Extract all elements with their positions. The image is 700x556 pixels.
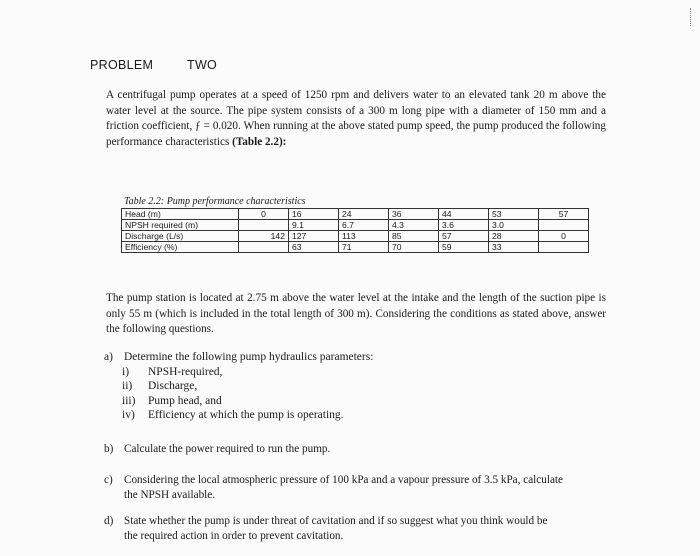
intro-line: and a friction coefficient, ƒ = 0.020. When running at the above stated pump speed, the pump (106, 104, 607, 133)
question-letter: a) (104, 351, 113, 363)
table-cell: 16 (289, 209, 339, 220)
row-label: Head (m) (122, 209, 239, 220)
sub-item-number: iv) (122, 409, 135, 421)
row-label: Discharge (L/s) (122, 231, 239, 242)
table-cell: 57 (539, 209, 589, 220)
intro-line: the water level at the source. The pipe system consists of a 300 m long pipe with a diameter of 150 mm (106, 89, 606, 117)
table-cell (539, 220, 589, 231)
page-edge-mark (690, 8, 694, 26)
table-cell: 44 (439, 209, 489, 220)
question-text-continued: the required action in order to prevent cavitation. (124, 529, 344, 542)
question-b (104, 443, 330, 455)
question-letter: b) (104, 443, 114, 455)
table-cell: 3.6 (439, 220, 489, 231)
table-cell: 3.0 (489, 220, 539, 231)
context-paragraph (106, 291, 606, 338)
intro-line: A centrifugal pump operates at a speed of 1250 rpm and delivers water to an elevated tank 20 m above (106, 89, 589, 101)
table-cell: 0 (239, 209, 289, 220)
table-cell: 71 (339, 242, 389, 253)
table-cell: 53 (489, 209, 539, 220)
intro-line: produced the following performance characteristics (106, 120, 606, 148)
question-text: Considering the local atmospheric pressure of 100 kPa and a vapour pressure of 3.5 kPa, calculate (124, 474, 563, 486)
question-text: Calculate the power required to run the pump. (124, 443, 331, 455)
heading-word-1: PROBLEM (90, 58, 154, 72)
table-cell: 6.7 (339, 220, 389, 231)
sub-item-number: ii) (122, 380, 133, 392)
table-cell: 142 (239, 231, 289, 242)
table-cell: 127 (289, 231, 339, 242)
table-reference: (Table 2.2): (232, 135, 287, 148)
table-cell (239, 242, 289, 253)
row-label: Efficiency (%) (122, 242, 239, 253)
table-row (122, 209, 589, 220)
table-row (122, 220, 589, 231)
table-cell: 63 (289, 242, 339, 253)
table-cell: 33 (489, 242, 539, 253)
performance-table (121, 208, 589, 253)
sub-item (122, 394, 373, 409)
sub-item-text: Discharge, (148, 380, 198, 392)
question-d (104, 514, 604, 543)
question-text: Determine the following pump hydraulics parameters: (124, 351, 374, 363)
context-line: The pump station is located at 2.75 m above the water level at the intake and the length of the suction (106, 292, 573, 304)
heading-word-2: TWO (187, 58, 218, 72)
table-row (122, 242, 589, 253)
table-cell: 85 (389, 231, 439, 242)
table-cell: 4.3 (389, 220, 439, 231)
context-line: pipe is only 55 m (which is included in the total length of 300 m). Considering the conditions as stated (106, 292, 606, 320)
table-cell: 70 (389, 242, 439, 253)
sub-item (122, 365, 373, 380)
sub-item (122, 408, 373, 423)
table-cell: 24 (339, 209, 389, 220)
intro-paragraph (106, 88, 606, 150)
question-letter: d) (104, 515, 114, 527)
table-cell: 28 (489, 231, 539, 242)
table-caption: Table 2.2: Pump performance characteristics (124, 196, 306, 207)
row-label: NPSH required (m) (122, 220, 239, 231)
table-cell: 9.1 (289, 220, 339, 231)
table-cell: 113 (339, 231, 389, 242)
table-cell: 59 (439, 242, 489, 253)
sub-item-text: NPSH-required, (148, 365, 223, 378)
context-line: above, answer the following questions. (106, 307, 607, 336)
sub-item-text: Pump head, and (148, 394, 222, 407)
question-text-continued: the NPSH available. (124, 488, 216, 501)
sub-item (122, 379, 373, 394)
table-cell (539, 242, 589, 253)
question-c (104, 473, 604, 502)
table-row (122, 231, 589, 242)
question-a (104, 350, 373, 423)
table-cell: 36 (389, 209, 439, 220)
table-cell (239, 220, 289, 231)
table-cell: 0 (539, 231, 589, 242)
sub-item-number: i) (122, 365, 130, 378)
question-letter: c) (104, 474, 113, 486)
table-cell: 57 (439, 231, 489, 242)
question-text: State whether the pump is under threat of cavitation and if so suggest what you think would be (124, 515, 548, 527)
sub-item-text: Efficiency at which the pump is operating. (148, 409, 344, 421)
problem-heading (90, 58, 217, 72)
sub-item-number: iii) (122, 394, 136, 407)
